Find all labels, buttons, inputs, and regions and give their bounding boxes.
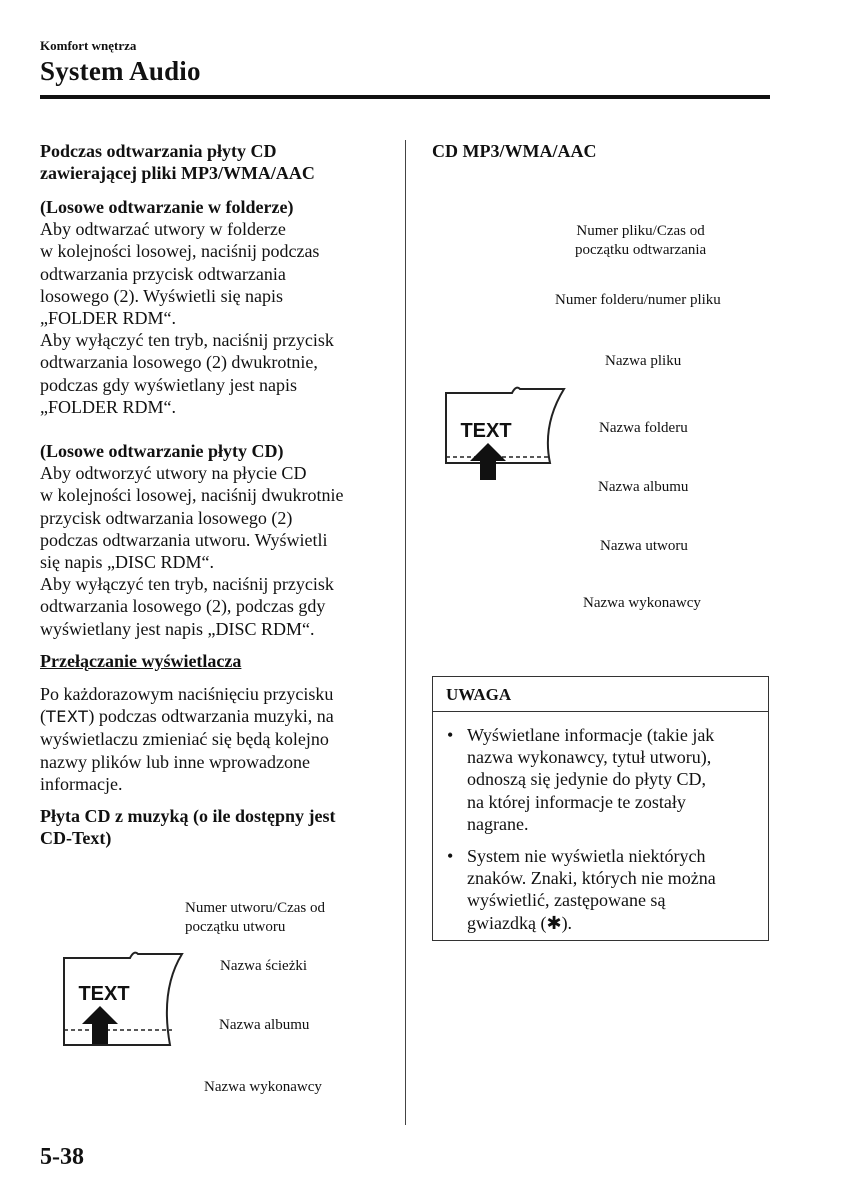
caption-track-name: Nazwa ścieżki [220, 958, 308, 974]
caption-artist-right: Nazwa wykonawcy [583, 595, 701, 611]
caption-album-right: Nazwa albumu [598, 479, 689, 495]
caption-file-time: Numer pliku/Czas od początku odtwarzania [575, 223, 707, 258]
text-button-glyph: TEXT [46, 707, 89, 727]
title-rule [40, 95, 770, 99]
text-button-label: TEXT [460, 420, 512, 442]
caption-artist: Nazwa wykonawcy [204, 1079, 322, 1095]
display-switch-text: Po każdorazowym naciśnięciu przycisku (TEXT) podczas odtwarzania muzyki, na wyświetlaczu zmieniać się będą kolejno nazwy plików lub inne wprowadzone informacje. [40, 684, 334, 794]
note-item: • System nie wyświetla niektórych znaków. Znaki, których nie można wyświetlić, zastępowane są gwiazdką (✱). [447, 846, 716, 934]
caption-track-right: Nazwa utworu [600, 538, 688, 554]
note-title: UWAGA [446, 685, 512, 704]
note-list [443, 724, 761, 945]
caption-album: Nazwa albumu [219, 1017, 310, 1033]
cd-text-heading: Płyta CD z muzyką (o ile dostępny jest CD-Text) [40, 806, 336, 849]
bullet-icon: • [447, 725, 454, 745]
note-header [433, 677, 768, 712]
caption-file-name: Nazwa pliku [605, 353, 682, 369]
section-label: Komfort wnętrza [40, 38, 137, 53]
disc-random-section: (Losowe odtwarzanie płyty CD) Aby odtworzyć utwory na płycie CD w kolejności losowej, naciśnij dwukrotnie przycisk odtwarzania losowego (2) podczas odtwarzania utworu. Wyświetli się napis „DISC RDM“. Aby wyłączyć ten tryb, naciśnij przycisk odtwarzania losowego (2), podczas gdy wyświetlany jest napis „DISC RDM“. [40, 440, 390, 640]
note-box [432, 676, 769, 941]
display-switch-heading: Przełączanie wyświetlacza [40, 651, 242, 671]
caption-track-time: Numer utworu/Czas od początku utworu [185, 900, 325, 935]
page-number: 5-38 [40, 1144, 84, 1170]
caption-folder-name: Nazwa folderu [599, 420, 688, 436]
note-item: • Wyświetlane informacje (takie jak nazwa wykonawcy, tytuł utworu), odnoszą się jedynie do płyty CD, na której informacje te zostały nagrane. [447, 725, 715, 834]
page-title: System Audio [40, 56, 201, 86]
asterisk-icon: ✱ [546, 912, 562, 934]
bullet-icon: • [447, 846, 454, 867]
disc-random-heading: (Losowe odtwarzanie płyty CD) [40, 441, 284, 461]
mp3-heading: Podczas odtwarzania płyty CD zawierającej pliki MP3/WMA/AAC [40, 141, 315, 184]
folder-random-section: (Losowe odtwarzanie w folderze) Aby odtwarzać utwory w folderze w kolejności losowej, naciśnij podczas odtwarzania przycisk odtwarzania losowego (2). Wyświetli się napis „FOLDER RDM“. Aby wyłączyć ten tryb, naciśnij przycisk odtwarzania losowego (2) dwukrotnie, podczas gdy wyświetlany jest napis „FOLDER RDM“. [40, 196, 390, 418]
column-divider [405, 140, 406, 1125]
caption-folder-file: Numer folderu/numer pliku [555, 292, 721, 308]
text-button-label: TEXT [78, 983, 130, 1005]
text-button-illustration-left [60, 950, 185, 1050]
folder-random-heading: (Losowe odtwarzanie w folderze) [40, 197, 294, 217]
text-button-illustration-right [442, 385, 567, 485]
mp3-display-heading: CD MP3/WMA/AAC [432, 141, 597, 161]
